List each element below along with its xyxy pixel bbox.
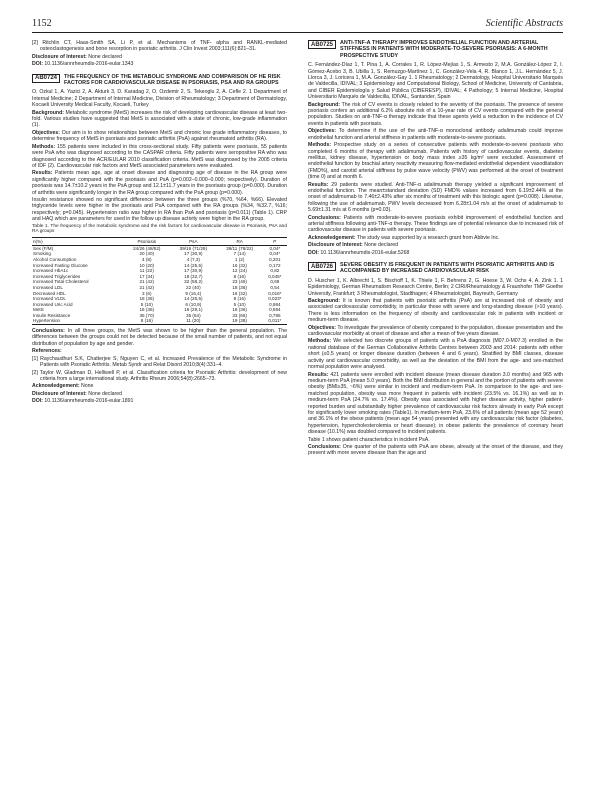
results-section: Results: Patients mean age, age at onset disease and diagnosing age of disease in the RA group were significantly higher compared with the psoriasis and PsA (p=0.002–0.000–0.000; respectively). Duration of psoriasis was 14.7±10.2 years in the PsA group and 12.1±11.7 years in the psoriasis group (p=0.000). Duration of arthritis were significantly longer in the RA group compared with the PsA group (p=0.000).: [32, 170, 287, 196]
disclosure: Disclosure of Interest: None declared: [308, 242, 398, 249]
abstract-authors: C. Fernández-Díaz 1, T. Pina 1, A. Corrales 1, R. López-Mejías 1, S. Armesto 2, M.A. González-López 2, I. Gómez-Acebo 3, B. Ubilla 1, S. Remuzgo-Martínez 1, C. González-Vela 4, R. Blanco 1, J.L. Hernández 5, J. Llorca 3, J. Loricera 1, M.A. González-Gay 1. 1 Rheumatology; 2 Dermatology, Hospital Universitario Marqués de Valdecilla, IDIVAL; 3 Epidemiology and Computational Biology, School of Medicine, University of Cantabria, and CIBER Epidemiología y Salud Pública (CIBERESP), IDIVAL; 4 Pathology; 5 Internal Medicine, Hospital Universitario Marqués de Valdecilla, IDIVAL, Santander, Spain: [308, 62, 563, 101]
table-cell: 21 (42): [139, 279, 155, 285]
results-continued: Insulin resistance showed no significant difference between the three groups (%70, %64, %66). Elevated triglyceride levels were higher in the psoriasis and PsA compared with the RA groups (%34, %32.7, %16; respectively; p=0.045). Hypertension ratio was higher in RA than PsA and psoriasis (p=0.011) (Table 1). CRP and HAQ which are parameters for used in the follow up disease activity were higher in the RA group.: [32, 196, 287, 223]
abstract-id: AB0725: [308, 40, 336, 49]
abstract-authors: O. Ozkul 1, A. Yazici 2, A. Akturk 3, D. Karadag 2, O. Ozdemir 2, S. Tekeoglu 2, A. Cefle 2. 1 Department of Internal Medicine; 2 Department of Internal Medicine, Division of Rheumatology; 3 Department of Dermatology, Kocaeli University Medical Faculty, Kocaeli, Turkey: [32, 89, 287, 109]
background-section: Background: The risk of CV events is closely related to the severity of the psoriasis. The presence of severe psoriasis confers an additional 6.2% absolute risk of a 10-year rate of CV events compared with the general population. Studies on anti-TNF-α therapy indicate that these agents yield a reduction in the incidence of CV events in patients with psoriasis.: [308, 101, 563, 127]
table-cell: 17 (30,9): [184, 251, 203, 257]
table-header-row: [32, 238, 287, 246]
objectives-section: Objectives: To investigate the prevalence of obesity compared to the population, disease presentation and the cardiovascular morbidity at onset of disease and after a mean of five years disease.: [308, 324, 563, 338]
previous-doi: DOI: 10.1136/annrheumdis-2016-eular.1343: [32, 61, 134, 68]
table-cell: 8 (16): [233, 296, 246, 302]
table-cell: Increased Total Cholesterol: [33, 279, 89, 285]
table-cell: 8 (16): [123, 318, 170, 324]
table-cell: 18 (36): [232, 284, 247, 290]
table-cell: 7 (14): [233, 251, 246, 257]
table-row: [32, 318, 287, 324]
acknowledgement: Acknowledgement: None: [32, 383, 94, 390]
table-cell: 5 (10): [140, 301, 153, 307]
objectives-section: Objectives: Our aim is to show relationships between MetS and chronic low grade inflammatory diseases, to determine frequency of MetS in psoriasis and psoriatic arthritis (PsA) against rheumatoid arthritis (RA).: [32, 129, 287, 143]
table-cell: 0,69: [270, 279, 280, 285]
reference-2: [2] Taylor W, Gladman D, Helliwell P, et al. Classification criteria for Psoriatic Arthritis: development of new criteria from a large international study. Arthritis Rheum 2006;54(8):2665–73.: [32, 369, 287, 382]
left-column: [32, 40, 287, 406]
table-header-cell: RA: [217, 238, 263, 246]
table-cell: Smoking: [33, 251, 51, 257]
table-cell: 1 (2): [234, 256, 245, 262]
previous-disclosure: Disclosure of Interest: None declared: [32, 53, 122, 60]
doi: DOI: 10.1136/annrheumdis-2016-eular.5268: [308, 249, 410, 256]
table-cell: Decreased HDL: [33, 290, 66, 296]
table-cell: 16 (32): [232, 290, 247, 296]
table-cell: Alcohol Consumption: [33, 256, 77, 262]
table-cell: Increased HbA1c: [33, 268, 69, 274]
abstract-title: ANTI-TNF-Α THERAPY IMPROVES ENDOTHELIAL FUNCTION AND ARTERIAL STIFFNESS IN PATIENTS WITH MODERATE-TO-SEVERE PSORIASIS: A 6-MONTH PROSPECTIVE STUDY: [340, 40, 548, 59]
table-cell: 0,984: [269, 301, 281, 307]
table-header-cell: P: [263, 238, 287, 246]
methods-section: Methods: We selected two discrete groups of patients with a PsA diagnosis (M07.0-M07.3) enrolled in the national database of the German Collaborative Arthritis Centres between 2003 and 2014: patients with either short (≤0.5 years) or longer disease duration (between 4 and 6 years). Stratified by BMI classes, disease activity and cardiovascular comorbidity, as well as the deviation of the BMI from the age- and sex-matched normal population were analysed.: [308, 338, 563, 371]
table-cell: 19 (38): [217, 318, 263, 324]
header-rule: [32, 32, 563, 33]
doi: DOI: 10.1136/annrheumdis-2016-eular.1891: [32, 398, 134, 405]
table-cell: 3 (6): [142, 290, 152, 296]
table-cell: 32 (58,2): [184, 279, 203, 285]
table-cell: 17 (34): [139, 273, 155, 279]
table-cell: 0,694: [269, 307, 281, 313]
table-cell: 24/26 (48/52): [133, 245, 161, 251]
abstract-authors: D. Huscher 1, K. Albrecht 1, S. Bischoff 1, K. Thiele 1, F. Behrens 2, G. Hoese 3, W. Ochs 4, A. Zink 1. 1 Epidemiology, German Rheumatism Research Centre, Berlin; 2 CIRI/Rheumatology & Fraunhofer TMP Goethe University, Frankfurt; 3 Rheumatologist, Stadthagen; 4 Rheumatologist, Bayreuth, Germany: [308, 277, 563, 297]
table-cell: 21 (42): [139, 284, 155, 290]
table-cell: 11 (20): [170, 318, 217, 324]
abstract-header-ab0725: [308, 40, 563, 59]
table-cell: 22 (40): [186, 284, 201, 290]
table-note: Table 1 shows patient characteristics in incident PsA.: [308, 436, 430, 443]
table-cell: 17 (30,9): [184, 268, 203, 274]
table-cell: 0,016*: [268, 290, 282, 296]
table-caption: Table 1. The frequency of the metabolic syndrome and the risk factors for cardiovascular disease in Psoriasis, PsA and RA groups: [32, 223, 287, 235]
table-cell: 0,023*: [268, 296, 282, 302]
table-header-cell: n(%): [32, 238, 123, 246]
table-cell: Increased Fasting Glucose: [33, 262, 88, 268]
table-cell: 0,011*: [263, 318, 287, 324]
table-cell: 35 (64): [186, 312, 201, 318]
journal-title: Scientific Abstracts: [485, 18, 563, 29]
table-body: [32, 245, 287, 324]
conclusions-section: Conclusions: In all three groups, the MetS was shown to be higher than the general population. The differences between the groups could not be detected because of the small number of patients, and not equal distribution of population by age and gender.: [32, 328, 287, 347]
table-cell: 0,04*: [269, 251, 281, 257]
objectives-section: Objectives: To determine if the use of the anti-TNF-α monoclonal antibody adalimumab could improve endothelial function and arterial stiffness in patients with moderate-to-severe psoriasis.: [308, 128, 563, 141]
table-cell: 16 (29,1): [184, 307, 203, 313]
risk-factor-table: [32, 237, 287, 325]
table-cell: 0,045*: [268, 273, 282, 279]
table-cell: Sex (F/M): [33, 245, 54, 251]
abstract-header-ab0724: [32, 74, 287, 87]
table-cell: 5 (10): [233, 301, 246, 307]
table-cell: 33 (66): [232, 312, 247, 318]
table-cell: 0,201: [269, 256, 281, 262]
page-number: 1152: [32, 18, 52, 29]
table-cell: 4 (7,3): [186, 256, 200, 262]
table-cell: 0,785: [269, 312, 281, 318]
table-cell: 20 (40): [139, 251, 155, 257]
table-header-cell: PsA: [170, 238, 217, 246]
table-cell: 18 (36): [232, 307, 247, 313]
table-cell: Increased LDL: [33, 284, 63, 290]
table-cell: 6 (10,9): [185, 301, 202, 307]
table-cell: 8 (16): [233, 273, 246, 279]
table-cell: 39/11 (78/22): [226, 245, 254, 251]
table-cell: 18 (32,7): [184, 273, 203, 279]
table-cell: Hypertension: [32, 318, 123, 324]
table-cell: 9 (16,4): [185, 290, 202, 296]
table-cell: MetS: [33, 307, 44, 313]
table-cell: Insulin Resistance: [33, 312, 71, 318]
abstract-title: SEVERE OBESITY IS FREQUENT IN PATIENTS WITH PSORIATIC ARTHRITIS AND IS ACCOMPANIED BY INCREASED CARDIOVASCULAR RISK: [340, 262, 555, 275]
results-section: Results: 421 patients were enrolled with incident disease (mean disease duration 3.0 months) and 965 with medium-term PsA (mean 5.0 years). Both the BMI distribution in general and the portion of patients with severe obesity (BMI≥35, ~6%) were similar in incident and medium-term PsA. In comparison to the age- and sex-matched population, obesity was more frequent in patients with incident (23.5% vs. 16.1%) as well as in medium-term PsA (24.7% vs. 17.4%). Obesity was associated with higher disease activity, higher patient-reported burden and substantially higher prevalence of cardiovascular risk factors already in early PsA except for significantly lower smoking rates (Table1). In medium-term PsA, 23.6% of all patients (mean age 52 years) and 36.1% of the obese patients (mean age 54 years) presented with any cardiovascular risk factor (diabetes, hypertension, hypercholesterolemia or heart disease); in obese patients the prevalence of coronary heart disease (10.1%) was doubled compared to incident patients.: [308, 371, 563, 436]
table-cell: 0,172: [269, 262, 281, 268]
table-cell: Increased Uric Acid: [33, 301, 73, 307]
conclusions-section: Conclusions: One quarter of the patients with PsA are obese, already at the onset of the disease, and they present with more severe disease than the age and: [308, 443, 563, 457]
reference-1: [1] Raychaudhuri S.K, Chatterjee S, Nguyen C, et al. Increased Prevalence of the Metabolic Syndrome in Patients with Psoriatic Arthritis. Metab Syndr and Relat Disord 2010;8(4):331–4.: [32, 355, 287, 369]
table-cell: 16 (32): [232, 262, 247, 268]
acknowledgement: Acknowledgement: The study was supported by a research grant from Abbvie Inc.: [308, 234, 500, 241]
background-section: Background: Metabolic syndrome (MetS) increases the risk of developing cardiovascular disease at least two-fold. Various studies have suggested that MetS is associated with a state of chronic, low-grade inflammation (1).: [32, 109, 287, 129]
methods-section: Methods: 155 patients were included in this cross-sectional study. Fifty patients were psoriasis, 55 patients were PsA who was diagnosed according to the CASPAR criteria. Fifty patients were seropositive RA who was diagnosed according to the ACR/EULAR 2010 classification criteria. MetS was diagnosed by the 2005 criteria of IDF (2). Cardiovascular risk factors and MetS associated parameters were evaluated.: [32, 143, 287, 169]
table-cell: 14 (25,5): [184, 262, 203, 268]
table-cell: 18 (36): [139, 296, 155, 302]
table-cell: 0,04*: [269, 245, 281, 251]
table-cell: 4 (8): [142, 256, 152, 262]
table-cell: 12 (24): [232, 268, 247, 274]
table-cell: 14 (25,5): [184, 296, 203, 302]
table-cell: 0,54: [270, 284, 280, 290]
abstract-id: AB0726: [308, 262, 336, 271]
table-cell: 0,82: [270, 268, 280, 274]
table-cell: Increased VLDL: [33, 296, 66, 302]
table-header-cell: Psoriasis: [123, 238, 170, 246]
results-section: Results: 29 patients were studied. Anti-TNF-α adalimumab therapy yielded a significant improvement of endothelial function. The mean±standard deviation (SD) FMD% values increased from 6.19±2.44% at the onset of adalimumab to 7.46±2.43% after six months of treatment with this biologic agent (p=0.008). Likewise, following the use of adalimumab, PWV levels decreased from 6.28±1.04 m/s at the onset of adalimumab to 5.69±1.31 m/s at 6 months (p=0.03).: [308, 181, 563, 214]
table-cell: 11 (22): [139, 268, 154, 274]
table-cell: 39/16 (71/29): [179, 245, 207, 251]
table-cell: Increased Triglycerides: [33, 273, 81, 279]
methods-section: Methods: Prospective study on a series of consecutive patients with moderate-to-severe psoriasis who completed 6 months of therapy with adalimumab. Patients with history of cardiovascular events, diabetes mellitus, kidney disease, hypertension or body mass index ≥35 kg/m² were excluded. Assessment of endothelial function by brachial artery reactivity measuring flow-mediated endothelial dependent vasodilatation (FMD%), and carotid arterial stiffness by pulse wave velocity (PWV) was performed at the onset of treatment (time 0) and at month 6.: [308, 142, 563, 181]
conclusions-section: Conclusions: Patients with moderate-to-severe psoriasis exhibit improvement of endothelial function and arterial stiffness following anti-TNF-α therapy. These findings are of potential relevance due to increased risk of cardiovascular disease in patients with severe psoriasis.: [308, 214, 563, 234]
right-column: [308, 40, 563, 458]
table-cell: 35 (70): [139, 312, 155, 318]
abstract-header-ab0726: [308, 262, 563, 275]
table-cell: 18 (36): [139, 307, 155, 313]
abstract-title: THE FREQUENCY OF THE METABOLIC SYNDROME AND COMPARISON OF HE RISK FACTORS FOR CARDIOVASCULAR DISEASE IN PSORIASIS, PSA AND RA GROUPS: [64, 73, 281, 87]
background-section: Background: It is known that patients with psoriatic arthritis (PsA) are at increased risk of obesity and associated cardiovascular comorbidity, in particular those with severe and long-standing disease (>10 years). There is less information on the frequency of obesity and cardiovascular risk in patients with incident or medium-term disease.: [308, 298, 563, 324]
previous-reference: [2] Ritchlin CT, Haas-Smith SA, Li P, et al. Mechanisms of TNF- alpha and RANKL-mediated osteoclastogenesis and bone resorption in psoriatic arthritis. J Clin Invest 2003;111(6):821–31.: [32, 40, 287, 53]
disclosure: Disclosure of Interest: None declared: [32, 390, 122, 397]
table-cell: 10 (20): [139, 262, 155, 268]
table-cell: 23 (46): [232, 279, 247, 285]
abstract-id: AB0724: [32, 74, 60, 83]
references-heading: References:: [32, 348, 62, 355]
